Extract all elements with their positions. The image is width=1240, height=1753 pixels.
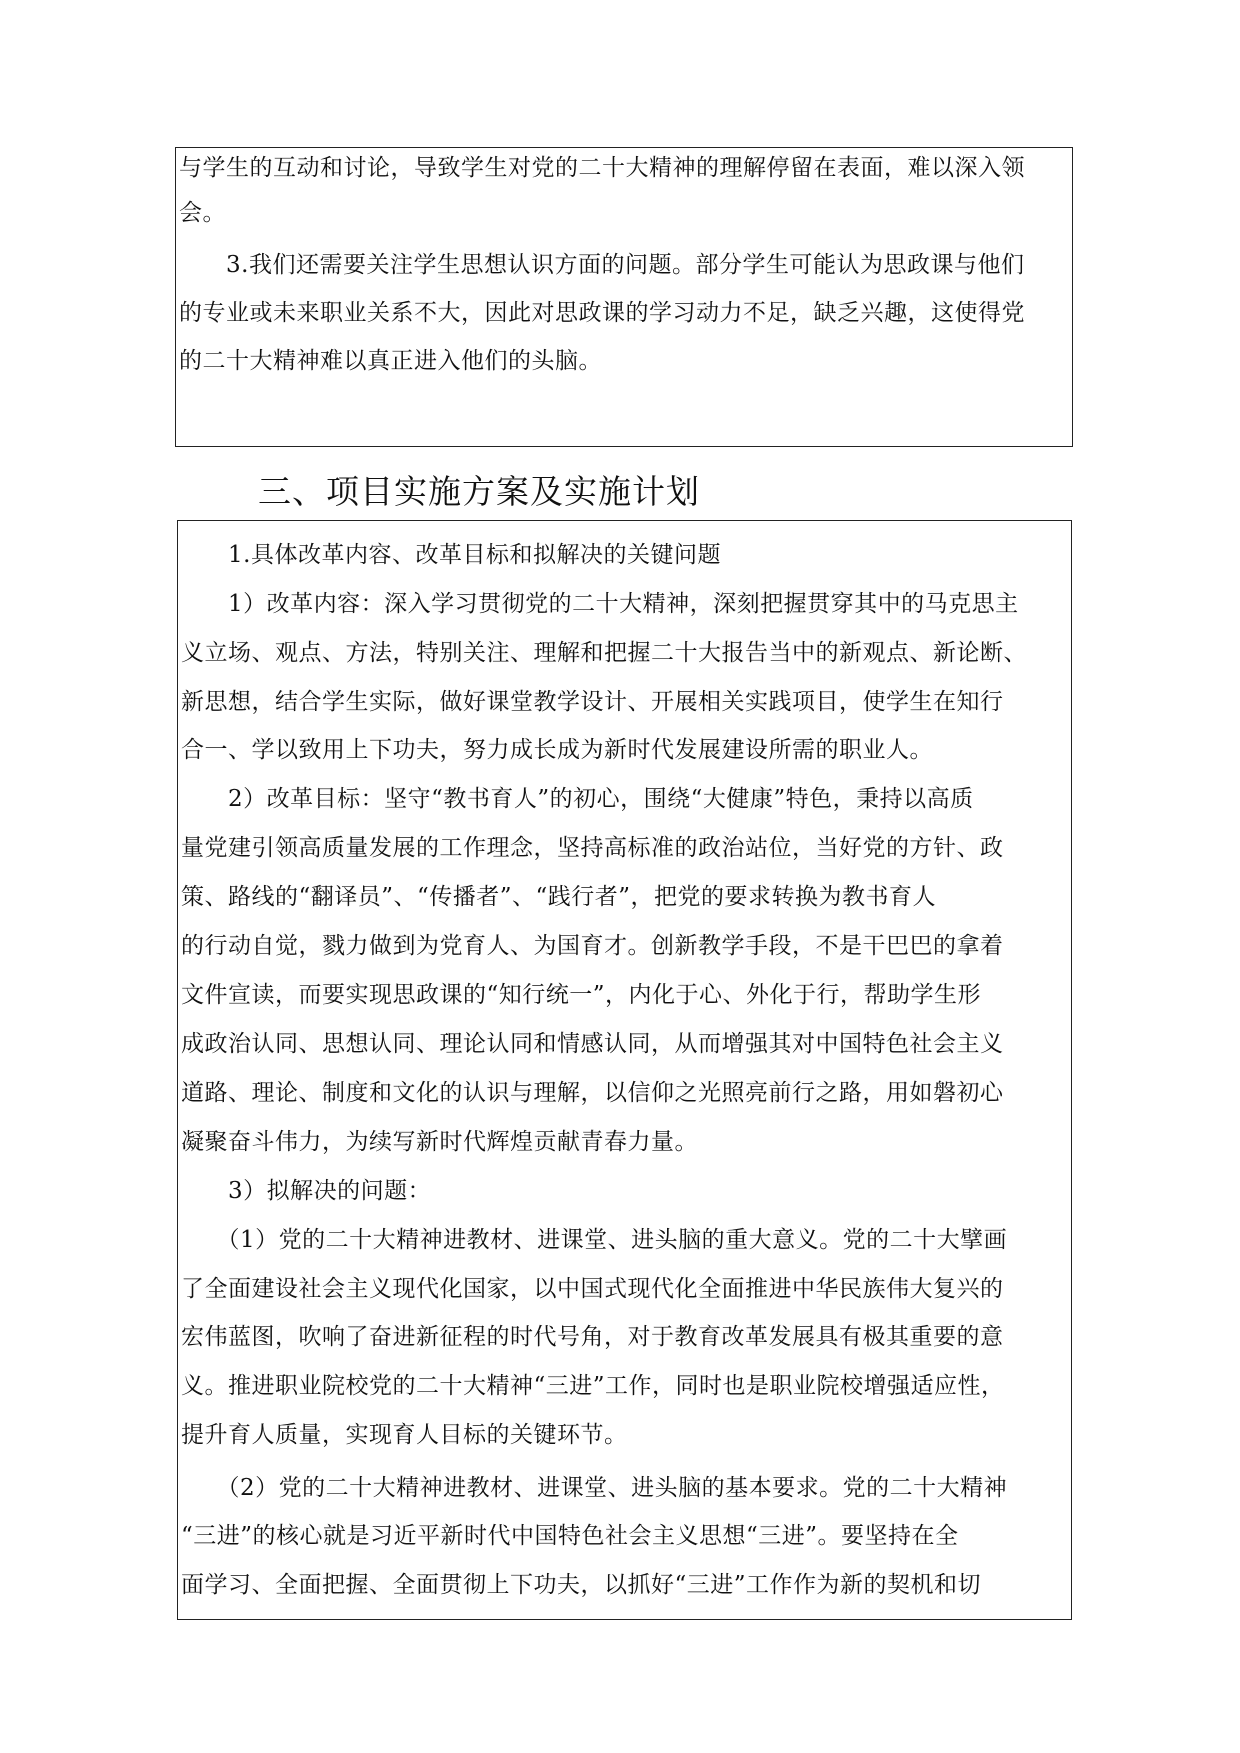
paragraph-line: 道路、理论、制度和文化的认识与理解，以信仰之光照亮前行之路，用如磐初心 — [181, 1080, 1004, 1106]
paragraph-line: 的行动自觉，戮力做到为党育人、为国育才。创新教学手段，不是干巴巴的拿着 — [181, 933, 1004, 959]
paragraph-line: 3）拟解决的问题： — [181, 1178, 432, 1204]
paragraph-line: 新思想，结合学生实际，做好课堂教学设计、开展相关实践项目，使学生在知行 — [181, 689, 1004, 715]
paragraph-line: 量党建引领高质量发展的工作理念，坚持高标准的政治站位，当好党的方针、政 — [181, 835, 1004, 861]
paragraph-line: 文件宣读，而要实现思政课的“知行统一”，内化于心、外化于行，帮助学生形 — [181, 982, 982, 1008]
paragraph-line: 3.我们还需要关注学生思想认识方面的问题。部分学生可能认为思政课与他们 — [179, 252, 1025, 278]
text-box-top — [175, 147, 1073, 447]
paragraph-line: （2）党的二十大精神进教材、进课堂、进头脑的基本要求。党的二十大精神 — [181, 1475, 1008, 1501]
paragraph-line: 成政治认同、思想认同、理论认同和情感认同，从而增强其对中国特色社会主义 — [181, 1031, 1004, 1057]
paragraph-line: “三进”的核心就是习近平新时代中国特色社会主义思想“三进”。要坚持在全 — [181, 1523, 959, 1549]
paragraph-line: 1.具体改革内容、改革目标和拟解决的关键问题 — [181, 542, 721, 568]
paragraph-line: 义。推进职业院校党的二十大精神“三进”工作，同时也是职业院校增强适应性， — [181, 1373, 1005, 1399]
paragraph-line: 的二十大精神难以真正进入他们的头脑。 — [179, 348, 602, 374]
paragraph-line: 面学习、全面把握、全面贯彻上下功夫，以抓好“三进”工作作为新的契机和切 — [181, 1572, 982, 1598]
paragraph-line: 1）改革内容：深入学习贯彻党的二十大精神，深刻把握贯穿其中的马克思主 — [181, 591, 1019, 617]
paragraph-line: 了全面建设社会主义现代化国家，以中国式现代化全面推进中华民族伟大复兴的 — [181, 1276, 1004, 1302]
paragraph-line: 的专业或未来职业关系不大，因此对思政课的学习动力不足，缺乏兴趣，这使得党 — [179, 300, 1025, 326]
paragraph-line: （1）党的二十大精神进教材、进课堂、进头脑的重大意义。党的二十大擘画 — [181, 1227, 1008, 1253]
paragraph-line: 策、路线的“翻译员”、“传播者”、“践行者”，把党的要求转换为教书育人 — [181, 884, 937, 910]
paragraph-line: 会。 — [179, 200, 226, 226]
paragraph-line: 提升育人质量，实现育人目标的关键环节。 — [181, 1422, 628, 1448]
paragraph-line: 合一、学以致用上下功夫，努力成长成为新时代发展建设所需的职业人。 — [181, 737, 933, 763]
paragraph-line: 宏伟蓝图，吹响了奋进新征程的时代号角，对于教育改革发展具有极其重要的意 — [181, 1324, 1004, 1350]
paragraph-line: 2）改革目标：坚守“教书育人”的初心，围绕“大健康”特色，秉持以高质 — [181, 786, 974, 812]
paragraph-line: 义立场、观点、方法，特别关注、理解和把握二十大报告当中的新观点、新论断、 — [181, 640, 1027, 666]
paragraph-line: 与学生的互动和讨论，导致学生对党的二十大精神的理解停留在表面，难以深入领 — [179, 155, 1025, 181]
paragraph-line: 凝聚奋斗伟力，为续写新时代辉煌贡献青春力量。 — [181, 1129, 698, 1155]
text-box-bottom — [177, 520, 1072, 1620]
section-heading: 三、项目实施方案及实施计划 — [258, 472, 700, 511]
